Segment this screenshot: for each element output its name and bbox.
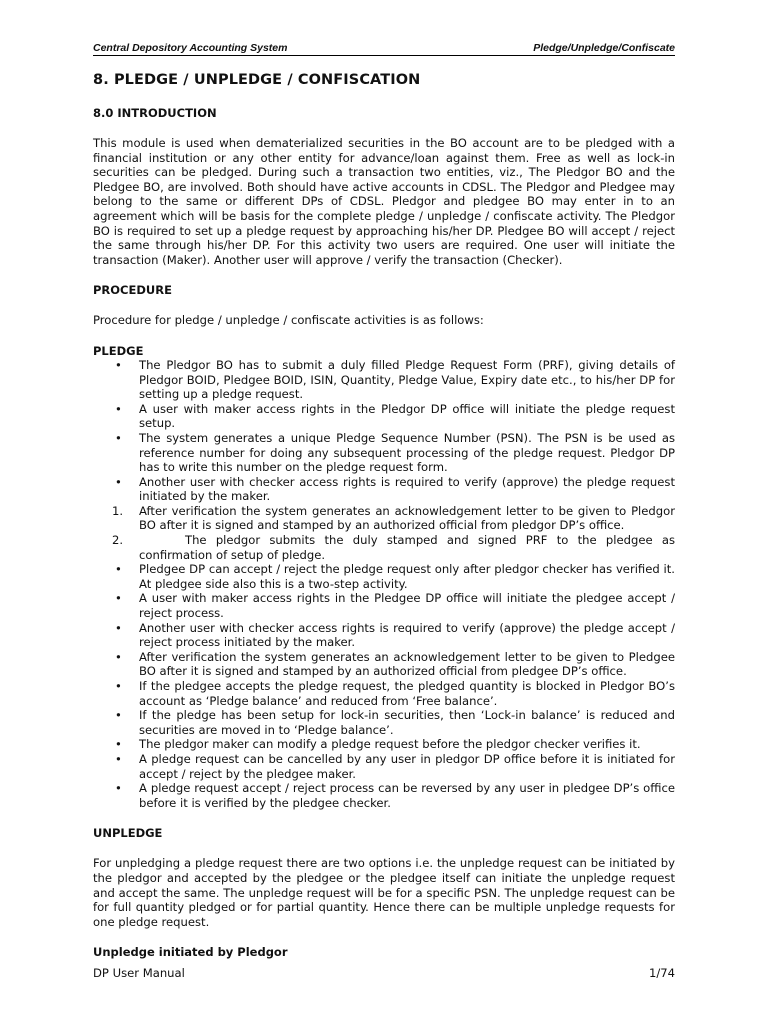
list-item: 2. The pledgor submits the duly stamped and signed PRF to the pledgee as confirmation of setup of pledge. <box>112 533 675 562</box>
procedure-paragraph: Procedure for pledge / unpledge / confiscate activities is as follows: <box>93 313 484 328</box>
chapter-title: 8. PLEDGE / UNPLEDGE / CONFISCATION <box>93 72 421 88</box>
procedure-heading: PROCEDURE <box>93 283 172 298</box>
pledge-steps-list <box>93 358 675 810</box>
header-section-name: Pledge/Unpledge/Confiscate <box>533 42 675 54</box>
page-number: 1/74 <box>648 966 675 980</box>
running-header <box>93 42 675 56</box>
pledge-heading: PLEDGE <box>93 343 144 358</box>
list-item: • Another user with checker access rights is required to verify (approve) the pledge accept / reject process initiated by the maker. <box>115 620 675 650</box>
list-item: • Pledgee DP can accept / reject the pledge request only after pledgor checker has verified it. At pledgee side also this is a two-step activity. <box>115 562 675 591</box>
list-item: 1. After verification the system generates an acknowledgement letter to be given to Pledgor BO after it is signed and stamped by an authorized official from pledgor DP’s office. <box>112 503 675 533</box>
list-item: • A pledge request accept / reject process can be reversed by any user in pledgee DP’s office before it is verified by the pledgee checker. <box>115 781 675 810</box>
list-item: • A user with maker access rights in the Pledgor DP office will initiate the pledge request setup. <box>115 401 675 431</box>
list-item: • After verification the system generates an acknowledgement letter to be given to Pledgee BO after it is signed and stamped by an authorized official from pledgee DP’s office. <box>115 649 675 679</box>
intro-paragraph: This module is used when dematerialized securities in the BO account are to be pledged with a financial institution or any other entity for advance/loan against them. Free as well as lock-in securities can be pledged. During such a transaction two entities, viz., The Pledgor BO and the Pledgee BO, are involved. Both should have active accounts in CDSL. The Pledgor and Pledgee may belong to the same or different DPs of CDSL. Pledgor and pledgee BO may enter in to an agreement which will be basis for the complete pledge / unpledge / confiscate activity. The Pledgor BO is required to set up a pledge request by approaching his/her DP. Pledgee BO will accept / reject the same through his/her DP. For this activity two users are required. One user will initiate the transaction (Maker). Another user will approve / verify the transaction (Checker). <box>93 136 675 267</box>
list-item: • The Pledgor BO has to submit a duly filled Pledge Request Form (PRF), giving details of Pledgor BOID, Pledgee BOID, ISIN, Quantity, Pledge Value, Expiry date etc., to his/her DP for setting up a pledge request. <box>115 357 675 402</box>
unpledge-paragraph: For unpledging a pledge request there are two options i.e. the unpledge request can be initiated by the pledgor and accepted by the pledgee or the pledgee itself can initiate the unpledge request and accept the same. The unpledge request will be for a specific PSN. The unpledge request can be for full quantity pledged or for partial quantity. Hence there can be multiple unpledge requests for one pledge request. <box>93 856 675 929</box>
page-content <box>93 72 675 959</box>
list-item: • A pledge request can be cancelled by any user in pledgor DP office before it is initiated for accept / reject by the pledgee maker. <box>115 751 675 781</box>
header-system-name: Central Depository Accounting System <box>93 42 288 54</box>
list-item: • Another user with checker access rights is required to verify (approve) the pledge request initiated by the maker. <box>115 474 675 504</box>
intro-heading: 8.0 INTRODUCTION <box>93 106 217 120</box>
list-item: • If the pledgee accepts the pledge request, the pledged quantity is blocked in Pledgor BO’s account as ‘Pledge balance’ and reduced from ‘Free balance’. <box>115 679 675 708</box>
unpledge-by-pledgor-heading: Unpledge initiated by Pledgor <box>93 945 288 960</box>
unpledge-heading: UNPLEDGE <box>93 826 163 841</box>
list-item: • If the pledge has been setup for lock-in securities, then ‘Lock-in balance’ is reduced and securities are moved in to ‘Pledge balance’. <box>115 708 675 737</box>
list-item: • The pledgor maker can modify a pledge request before the pledgor checker verifies it. <box>115 737 641 752</box>
list-item: • The system generates a unique Pledge Sequence Number (PSN). The PSN is be used as reference number for doing any subsequent processing of the pledge request. Pledgor DP has to write this number on the pledge request form. <box>115 430 675 475</box>
list-item: • A user with maker access rights in the Pledgee DP office will initiate the pledgee accept / reject process. <box>115 591 675 621</box>
footer-manual-name: DP User Manual <box>93 966 185 980</box>
